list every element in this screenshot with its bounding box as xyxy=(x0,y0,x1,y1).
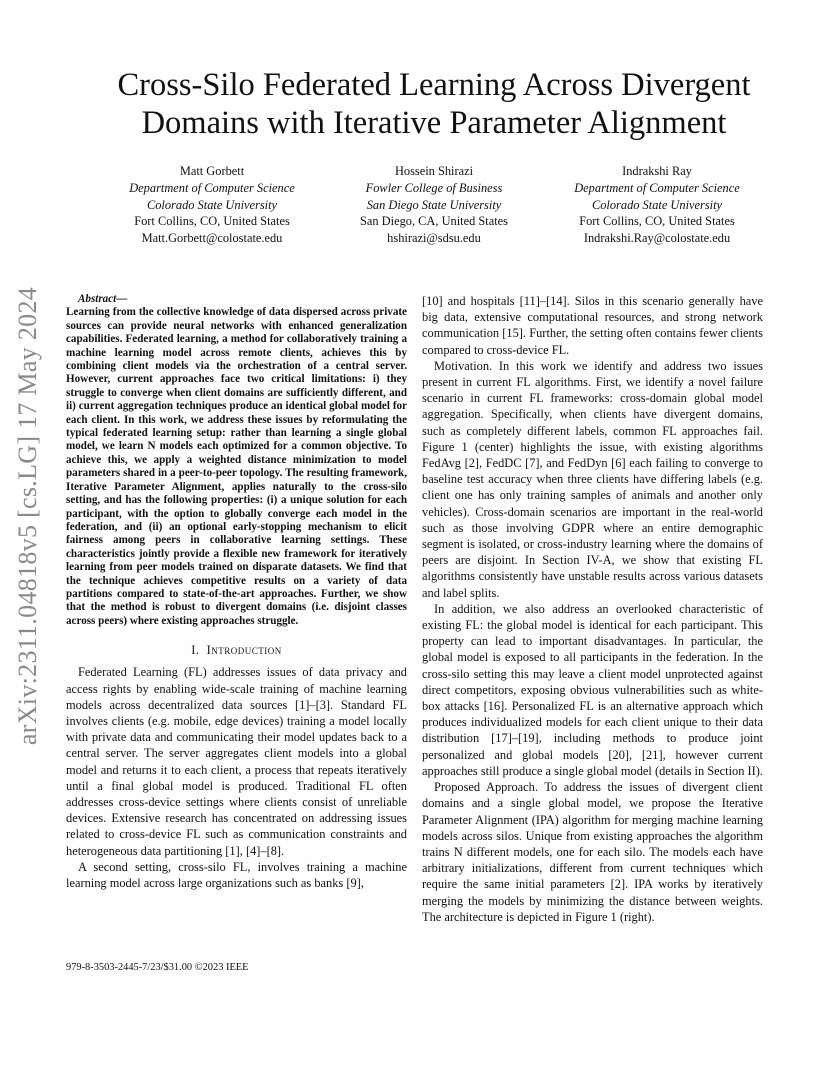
section-heading xyxy=(66,642,407,658)
author-2 xyxy=(314,163,554,247)
left-column xyxy=(66,293,407,891)
author-organization: Colorado State University xyxy=(146,197,278,212)
author-department: Fowler College of Business xyxy=(365,180,503,195)
author-department: Department of Computer Science xyxy=(574,180,740,195)
arxiv-identifier: arXiv:2311.04818v5 [cs.LG] 17 May 2024 xyxy=(13,286,42,746)
author-location: Fort Collins, CO, United States xyxy=(134,214,290,229)
author-location: San Diego, CA, United States xyxy=(360,214,508,229)
author-1 xyxy=(92,163,332,247)
arxiv-sidebar xyxy=(8,276,48,756)
abstract xyxy=(66,293,407,628)
author-email[interactable]: hshirazi@sdsu.edu xyxy=(387,231,481,246)
copyright-footer: 979-8-3503-2445-7/23/$31.00 ©2023 IEEE xyxy=(66,962,249,973)
intro-paragraph-2: A second setting, cross-silo FL, involves training a machine learning model across large organizations such as banks [9], xyxy=(66,859,407,890)
section-number: I. xyxy=(191,643,200,658)
motivation-paragraph: Motivation. In this work we identify and address two issues present in current FL algorithms. First, we identify a novel failure scenario in current FL frameworks: cross-domain global model aggregation. Specifically, when clients have divergent domains, such as completely different labels, common FL approaches fail. Figure 1 (center) highlights the issue, with existing algorithms FedAvg [2], FedDC [7], and FedDyn [6] each failing to converge to baseline test accuracy when three clients have differing labels (e.g. client one has only training samples of animals and another only vehicles). Cross-domain scenarios are important in the real-world such as those involving GDPR where an entire demographic segment is isolated, or cross-industry learning where the domains of peers are disjoint. In Section IV-A, we show that existing FL algorithms consistently have unstable results across various datasets and label splits. xyxy=(422,358,763,600)
author-3 xyxy=(537,163,777,247)
right-column xyxy=(422,293,763,925)
author-email[interactable]: Matt.Gorbett@colostate.edu xyxy=(141,231,283,246)
author-department: Department of Computer Science xyxy=(129,180,295,195)
section-title: Introduction xyxy=(206,643,282,658)
intro-paragraph-1: Federated Learning (FL) addresses issues of data privacy and access rights by enabling wide-scale training of machine learning models across decentralized data sources [1]–[3]. Standard FL involves clients (e.g. mobile, edge devices) training a model locally with private data and communicating their model updates back to a central server. The server aggregates client models into a global model and returns it to each client, a process that repeats iteratively until a final global model is produced. Traditional FL often addresses cross-device settings where clients consist of unreliable devices. Extensive research has concentrated on addressing issues related to cross-device FL such as communication constraints and heterogeneous data partitioning [1], [4]–[8]. xyxy=(66,665,407,858)
author-name: Matt Gorbett xyxy=(179,164,245,178)
proposed-approach-paragraph: Proposed Approach. To address the issues of divergent client domains and a single global model, we propose the Iterative Parameter Alignment (IPA) algorithm for merging machine learning models across silos. Unique from existing approaches the algorithm trains N different models, one for each silo. The models each have arbitrary initializations, different from current techniques which require the same initial parameters [2]. IPA works by iteratively merging the models by minimizing the distance between weights. The architecture is depicted in Figure 1 (right). xyxy=(422,780,763,924)
paper-title: Cross-Silo Federated Learning Across Divergent Domains with Iterative Parameter Alignment xyxy=(117,67,751,141)
author-organization: San Diego State University xyxy=(366,197,502,212)
author-name: Hossein Shirazi xyxy=(394,164,474,178)
body-paragraph-1: [10] and hospitals [11]–[14]. Silos in this scenario generally have big data, extensive computational resources, and strong network communication [15]. Further, the setting often contains fewer clients compared to cross-device FL. xyxy=(422,294,763,357)
global-model-paragraph: In addition, we also address an overlooked characteristic of existing FL: the global model is identical for each participant. This property can lead to important disadvantages. In particular, the global model is exposed to all participants in the federation. In the cross-silo setting this may leave a client model unprotected against direct competitors, exposing obvious vulnerabilities such as white-box attacks [16]. Personalized FL is an alternative approach which produces individualized models for each client unique to their data distribution [17]–[19], including methods to produce joint personalized and global models [20], [21], however current approaches still produce a single global model (details in Section II). xyxy=(422,601,763,778)
author-organization: Colorado State University xyxy=(591,197,723,212)
author-location: Fort Collins, CO, United States xyxy=(579,214,735,229)
abstract-text: Learning from the collective knowledge of data dispersed across private sources can provide neural networks with enhanced generalization capabilities. Federated learning, a method for collaboratively training a machine learning model across remote clients, achieves this by combining client models via the orchestration of a central server. However, current approaches face two critical limitations: i) they struggle to converge when client domains are sufficiently different, and ii) current aggregation techniques produce an identical global model for each client. In this work, we address these issues by reformulating the typical federated learning setup: rather than learning a single global model, we learn N models each optimized for a common objective. To achieve this, we apply a weighted distance minimization to model parameters shared in a peer-to-peer topology. The resulting framework, Iterative Parameter Alignment, applies naturally to the cross-silo setting, and has the following properties: (i) a unique solution for each participant, with the option to globally converge each model in the federation, and (ii) an optional early-stopping mechanism to elicit fairness among peers in collaborative learning settings. These characteristics jointly provide a flexible new framework for iteratively learning from peer models trained on disparate datasets. We find that the technique achieves competitive results on a variety of data partitions compared to state-of-the-art approaches. Further, we show that the method is robust to divergent domains (i.e. disjoint classes across peers) where existing approaches struggle. xyxy=(66,306,407,627)
author-name: Indrakshi Ray xyxy=(622,164,692,178)
author-email[interactable]: Indrakshi.Ray@colostate.edu xyxy=(583,231,731,246)
abstract-label: Abstract— xyxy=(78,293,128,305)
